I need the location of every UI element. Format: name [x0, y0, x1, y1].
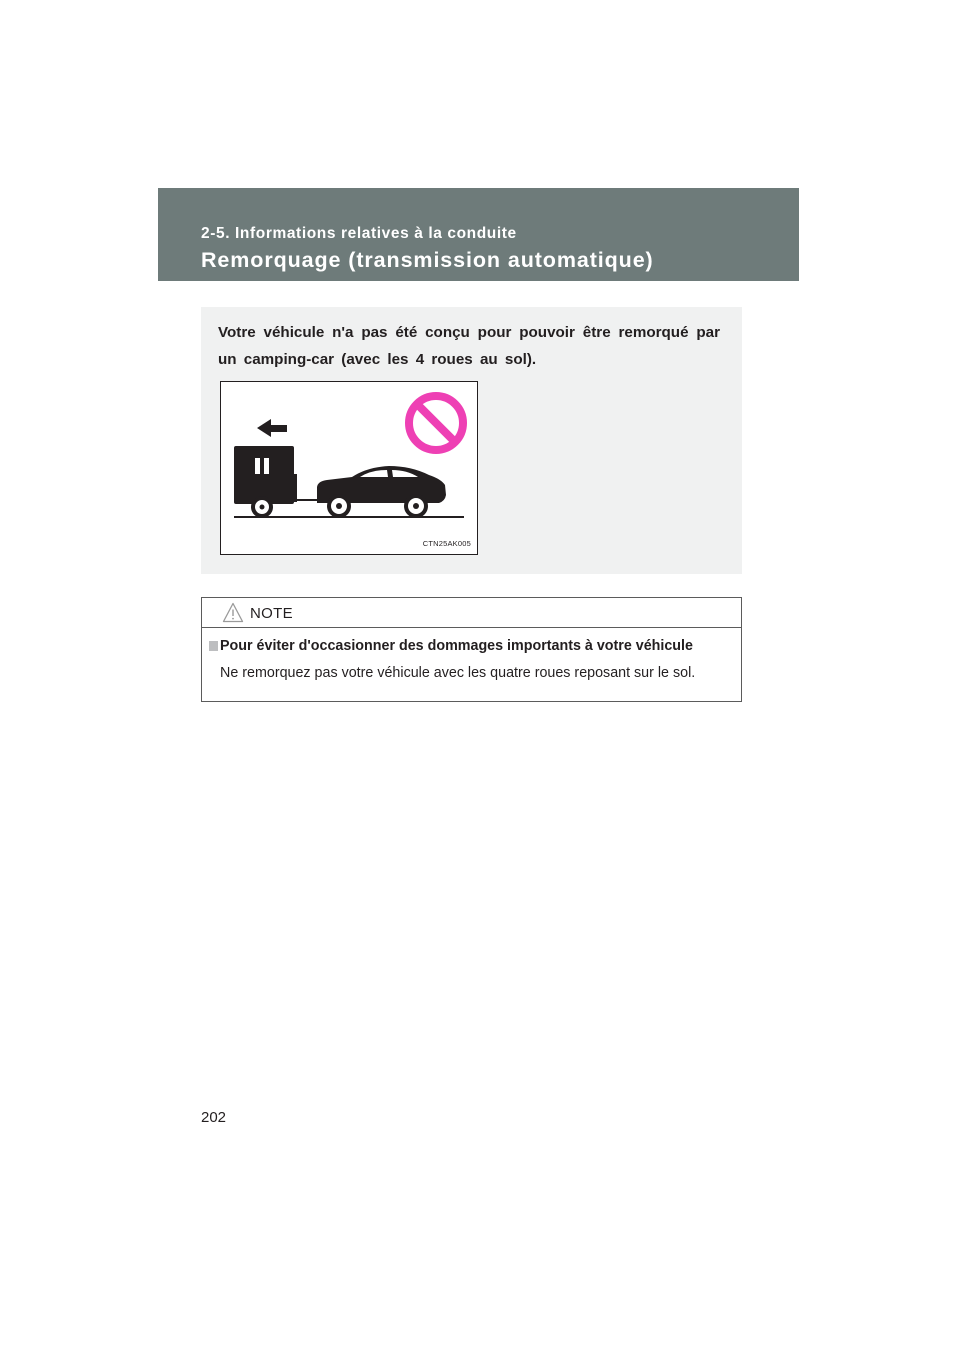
prohibition-icon — [409, 396, 463, 450]
camper-icon — [234, 446, 297, 516]
note-label: NOTE — [250, 605, 293, 622]
note-box — [201, 597, 742, 702]
illustration-code: CTN25AK005 — [422, 539, 471, 548]
section-label: 2-5. Informations relatives à la conduite — [201, 225, 517, 242]
intro-text: Votre véhicule n'a pas été conçu pour pouvoir être remorqué par un camping-car (avec les 4 roues au sol). — [218, 324, 720, 368]
towing-illustration — [220, 381, 478, 555]
page-number: 202 — [201, 1109, 227, 1126]
page-title: Remorquage (transmission automatique) — [201, 248, 654, 272]
chapter-header — [158, 188, 799, 281]
note-header — [202, 598, 741, 628]
note-subtitle: Pour éviter d'occasionner des dommages importants à votre véhicule — [220, 638, 693, 654]
towing-diagram — [221, 382, 477, 554]
car-icon — [317, 466, 446, 516]
note-bullet-marker — [209, 641, 218, 651]
note-body: Ne remorquez pas votre véhicule avec les quatre roues reposant sur le sol. — [220, 665, 696, 681]
direction-arrow-icon — [257, 419, 287, 437]
intro-box — [201, 307, 742, 574]
warning-triangle-icon — [222, 602, 244, 623]
